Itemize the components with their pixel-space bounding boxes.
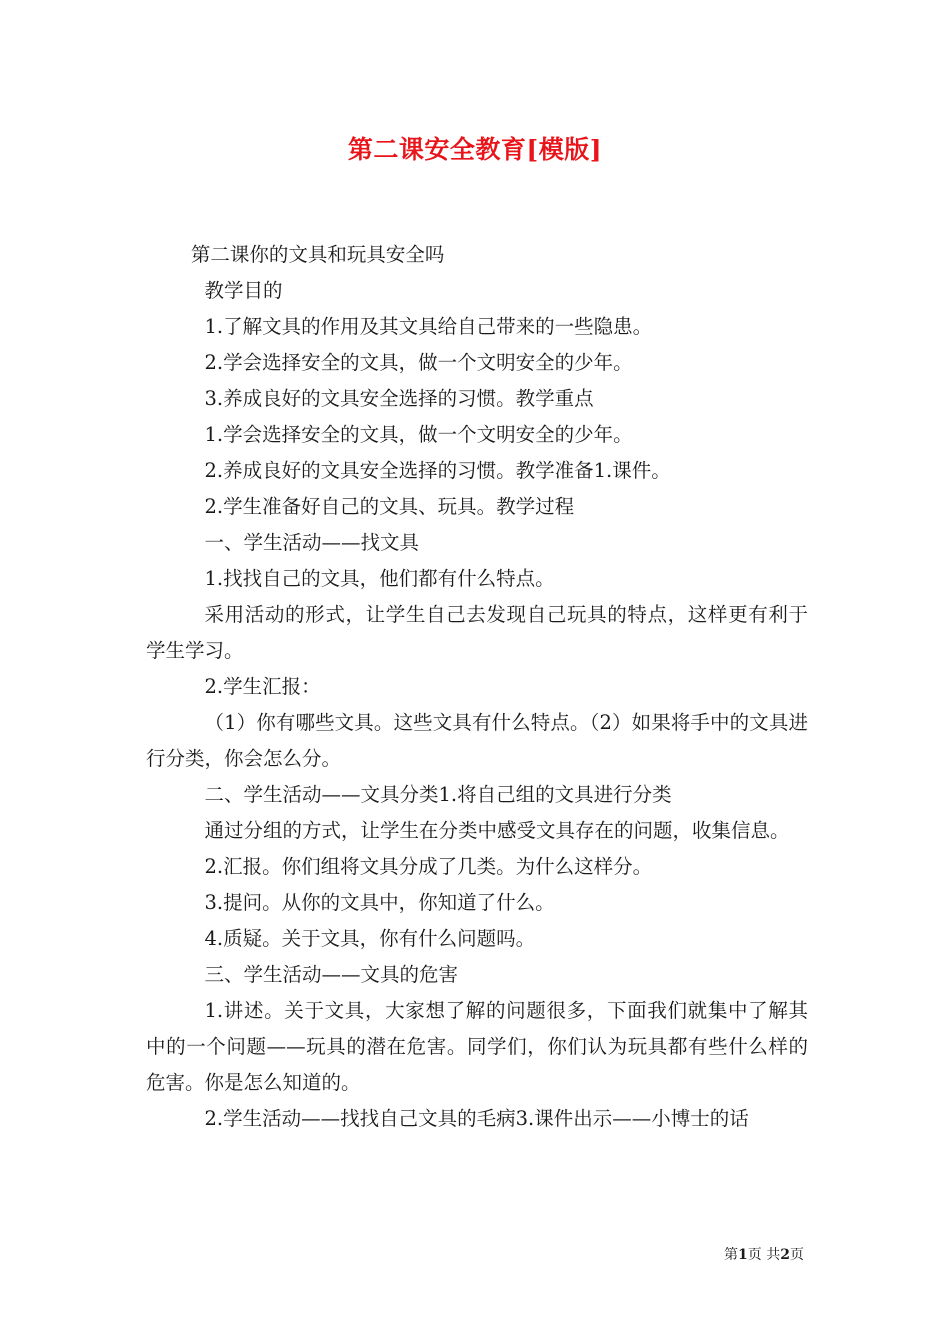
paragraph: 3.提问。从你的文具中，你知道了什么。 [204, 891, 555, 914]
paragraph: （1）你有哪些文具。这些文具有什么特点。（2）如果将手中的文具进行分类，你会怎么分。 [146, 711, 808, 770]
paragraph: 一、学生活动——找文具 [204, 531, 420, 554]
document-title: 第二课安全教育[模版] [347, 135, 603, 164]
paragraph: 2.学会选择安全的文具，做一个文明安全的少年。 [204, 351, 633, 374]
document-body [146, 237, 808, 1137]
paragraph: 1.找找自己的文具，他们都有什么特点。 [204, 567, 555, 590]
footer-suffix: 页 [790, 1247, 804, 1263]
paragraph: 通过分组的方式，让学生在分类中感受文具存在的问题，收集信息。 [204, 819, 790, 842]
paragraph: 二、学生活动——文具分类1.将自己组的文具进行分类 [204, 783, 672, 806]
footer-middle: 页 共 [747, 1247, 781, 1263]
paragraph: 第二课你的文具和玩具安全吗 [190, 243, 445, 266]
paragraph: 2.汇报。你们组将文具分成了几类。为什么这样分。 [204, 855, 653, 878]
paragraph: 三、学生活动——文具的危害 [204, 963, 459, 986]
paragraph: 教学目的 [204, 279, 283, 302]
total-pages-number: 2 [780, 1247, 790, 1263]
paragraph: 2.学生准备好自己的文具、玩具。教学过程 [204, 495, 575, 518]
current-page-number: 1 [738, 1247, 748, 1263]
paragraph: 2.学生汇报： [204, 675, 321, 698]
paragraph: 1.讲述。关于文具，大家想了解的问题很多，下面我们就集中了解其中的一个问题——玩具的潜在危害。同学们，你们认为玩具都有些什么样的危害。你是怎么知道的。 [146, 999, 808, 1094]
paragraph: 4.质疑。关于文具，你有什么问题吗。 [204, 927, 536, 950]
page-footer [724, 1244, 804, 1264]
paragraph: 1.学会选择安全的文具，做一个文明安全的少年。 [204, 423, 633, 446]
paragraph: 1.了解文具的作用及其文具给自己带来的一些隐患。 [204, 315, 653, 338]
paragraph: 采用活动的形式，让学生自己去发现自己玩具的特点，这样更有利于学生学习。 [146, 603, 808, 662]
paragraph: 2.养成良好的文具安全选择的习惯。教学准备1.课件。 [204, 459, 671, 482]
footer-prefix: 第 [724, 1247, 739, 1263]
paragraph: 2.学生活动——找找自己文具的毛病3.课件出示——小博士的话 [204, 1107, 749, 1130]
paragraph: 3.养成良好的文具安全选择的习惯。教学重点 [204, 387, 594, 410]
